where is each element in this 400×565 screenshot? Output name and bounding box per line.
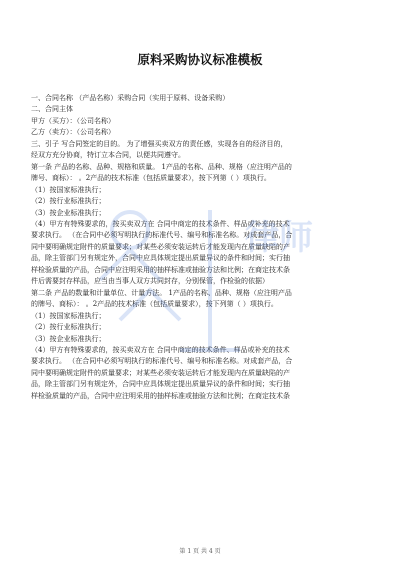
document-body — [31, 93, 371, 402]
document-title: 原料采购协议标准模板 — [137, 52, 263, 67]
watermark-text: 律师 — [245, 218, 313, 258]
body-line: （1）按国家标准执行； — [31, 185, 106, 194]
body-line: （1）按国家标准执行； — [31, 311, 106, 320]
body-line: 要求执行。 （在合同中必须写明执行的标准代号、编号和标准名称。对成套产品，合 — [31, 231, 293, 240]
body-line: 第二条 产品的数量和计量单位、计量方法。 1产品的名称、品种、规格（应注明产品 — [31, 288, 292, 297]
body-line: 品，除主管部门另有规定外，合同中应具体规定提出质量异议的条件和时间；实行抽 — [31, 254, 290, 263]
body-line: （4）甲方有特殊要求的，按买卖双方在 合同中商定的技术条件、样品或补充的技术 — [31, 219, 290, 228]
body-line: 第一条 产品的名称、品种、规格和质量。 1产品的名称、品种、规格（应注明产品的 — [31, 162, 292, 171]
body-line: 甲方（买方）：（公司名称） — [31, 116, 115, 125]
body-line: （3）按企业标准执行； — [31, 208, 106, 217]
body-line: 品，除主管部门另有规定外，合同中应具体规定提出质量异议的条件和时间；实行抽 — [31, 380, 290, 389]
body-line: 经双方充分协商，特订立本合同，以便共同遵守。 — [31, 151, 185, 160]
body-line: 样检验质量的产品，合同中应注明采用的抽样标准或抽验方法和比例；在商定技术条 — [31, 265, 290, 274]
body-line: （3）按企业标准执行； — [31, 334, 106, 343]
body-line: 三、引子 写合同签定的目的。 为了增强买卖双方的责任感，实现各自的经济目的， — [31, 139, 288, 148]
body-line: 的牌号、商标）： 。2产品的技术标准（包括质量要求），按下列第（ ）项执行。 — [31, 300, 278, 309]
body-line: 同中要明确规定附件的质量要求；对某些必须安装运转后才能发现内在质量缺陷的产 — [31, 368, 290, 377]
body-line: （2）按行业标准执行； — [31, 323, 106, 332]
body-line: 乙方（卖方）：（公司名称） — [31, 128, 115, 137]
body-line: （4）甲方有特殊要求的，按买卖双方在 合同中商定的技术条件、样品或补充的技术 — [31, 345, 290, 354]
page-number: 第 1 页 共 4 页 — [179, 548, 221, 555]
body-line: （2）按行业标准执行； — [31, 197, 106, 206]
body-line: 二、合同主体 — [31, 105, 73, 114]
body-line: 件后需要封存样品，应当由当事人双方共同封存，分别保管，作检验的依据） — [31, 277, 269, 286]
body-line: 同中要明确规定附件的质量要求；对某些必须安装运转后才能发现内在质量缺陷的产 — [31, 242, 290, 251]
body-line: 牌号、商标）： 。2产品的技术标准（包括质量要求），按下列第（ ）项执行。 — [31, 174, 271, 183]
body-line: 一、合同名称 （产品名称）采购合同（实用于原料、设备采购） — [31, 94, 230, 102]
body-line: 样检验质量的产品，合同中应注明采用的抽样标准或抽验方法和比例；在商定技术条 — [31, 391, 290, 400]
body-line: 要求执行。 （在合同中必须写明执行的标准代号、编号和标准名称。对成套产品，合 — [31, 357, 293, 366]
